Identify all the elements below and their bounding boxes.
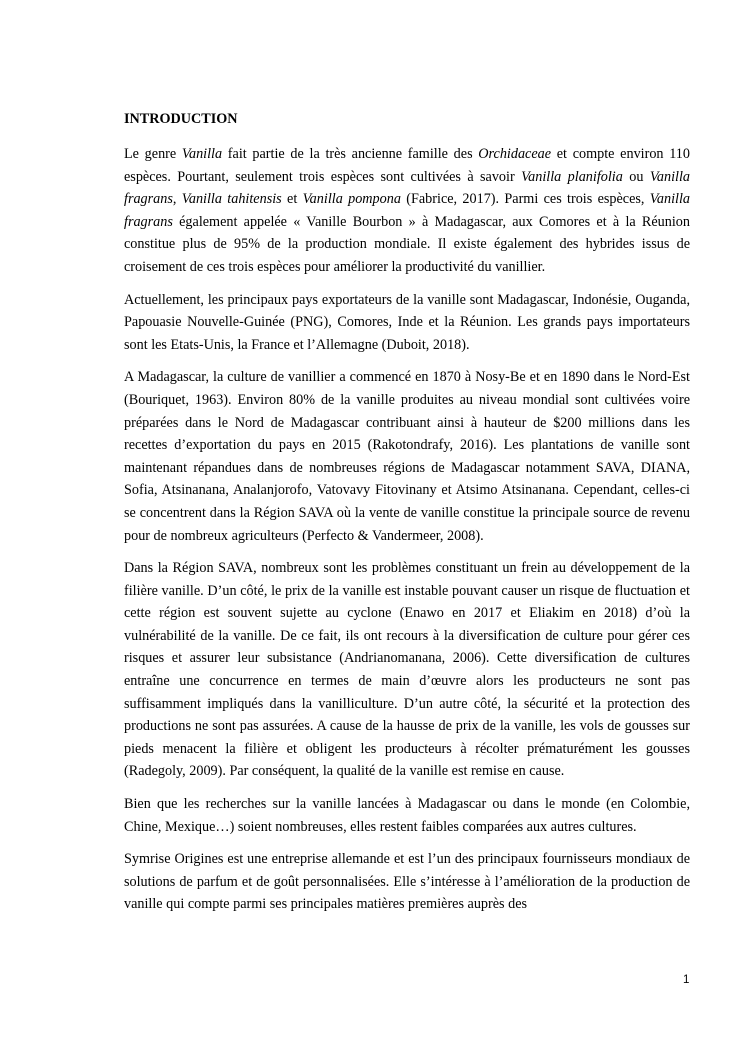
text-segment-italic: Orchidaceae [478, 146, 552, 162]
text-segment: fait partie de la très ancienne famille des [222, 146, 479, 162]
paragraph-1 [124, 143, 690, 279]
document-body [124, 107, 690, 926]
paragraph-3: A Madagascar, la culture de vanillier a commencé en 1870 à Nosy-Be et en 1890 dans le Nord-Est (Bouriquet, 1963). Environ 80% de la vanille produites au niveau mondial sont cultivées voire préparées dans le Nord de Madagascar contribuant ainsi à hauteur de $200 millions dans les recettes d’exportation du pays en 2015 (Rakotondrafy, 2016). Les plantations de vanille sont maintenant répandues dans de nombreuses régions de Madagascar notamment SAVA, DIANA, Sofia, Atsinanana, Analanjorofo, Vatovavy Fitovinany et Atsimo Atsinanana. Cependant, celles-ci se concentrent dans la Région SAVA où la vente de vanille constitue la principale source de revenu pour de nombreux agriculteurs (Perfecto & Vandermeer, 2008). [124, 369, 690, 544]
text-segment: et [281, 191, 303, 208]
paragraph-5: Bien que les recherches sur la vanille lancées à Madagascar ou dans le monde (en Colombie, Chine, Mexique…) soient nombreuses, elles restent faibles comparées aux autres cultures. [124, 796, 690, 835]
text-segment: , [172, 191, 182, 208]
text-segment-italic: Vanilla fragrans [124, 168, 691, 208]
text-segment-italic: Vanilla fragrans [124, 191, 690, 230]
text-segment-italic: Vanilla [181, 146, 223, 162]
text-segment-italic: Vanilla tahitensis [181, 191, 282, 208]
paragraph-2: Actuellement, les principaux pays exportateurs de la vanille sont Madagascar, Indonésie, Ouganda, Papouasie Nouvelle-Guinée (PNG), Comores, Inde et la Réunion. Les grands pays importateurs sont les Etats-Unis, la France et l’Allemagne (Duboit, 2018). [124, 291, 690, 353]
text-segment-italic: Vanilla planifolia [521, 168, 623, 185]
text-segment: ou [622, 168, 650, 185]
text-segment-italic: Vanilla pompona [302, 191, 401, 208]
text-segment: (Fabrice, 2017). Parmi ces trois espèces, [400, 191, 650, 208]
section-heading: INTRODUCTION [124, 111, 238, 127]
paragraph-6: Symrise Origines est une entreprise allemande et est l’un des principaux fournisseurs mondiaux de solutions de parfum et de goût personnalisées. Elle s’intéresse à l’amélioration de la production de vanille qui compte parmi ses principales matières premières auprès des [124, 851, 690, 913]
text-segment: et compte environ 110 espèces. Pourtant, seulement trois espèces sont cultivées à savoir [124, 146, 690, 185]
page-number: 1 [683, 974, 690, 986]
text-segment: Le genre [124, 146, 182, 162]
text-segment: également appelée « Vanille Bourbon » à Madagascar, aux Comores et à la Réunion constitue plus de 95% de la production mondiale. Il existe également des hybrides issus de croisement de ces trois espèces pour améliorer la productivité du vanillier. [124, 213, 690, 275]
paragraph-4: Dans la Région SAVA, nombreux sont les problèmes constituant un frein au développement de la filière vanille. D’un côté, le prix de la vanille est instable pouvant causer un risque de fluctuation et cette région est souvent sujette au cyclone (Enawo en 2017 et Eliakim en 2018) d’où la vulnérabilité de la vanille. De ce fait, ils ont recours à la diversification de culture pour gérer ces risques et assurer leur subsistance (Andrianomanana, 2006). Cette diversification de cultures entraîne une concurrence en termes de main d’œuvre alors les producteurs ne sont pas suffisamment impliqués dans la vanilliculture. D’un autre côté, la sécurité et la protection des productions ne sont pas assurées. A cause de la hausse de prix de la vanille, les vols de gousses sur pieds menacent la filière et obligent les producteurs à récolter prématurément les gousses (Radegoly, 2009). Par conséquent, la qualité de la vanille est remise en cause. [124, 560, 690, 780]
